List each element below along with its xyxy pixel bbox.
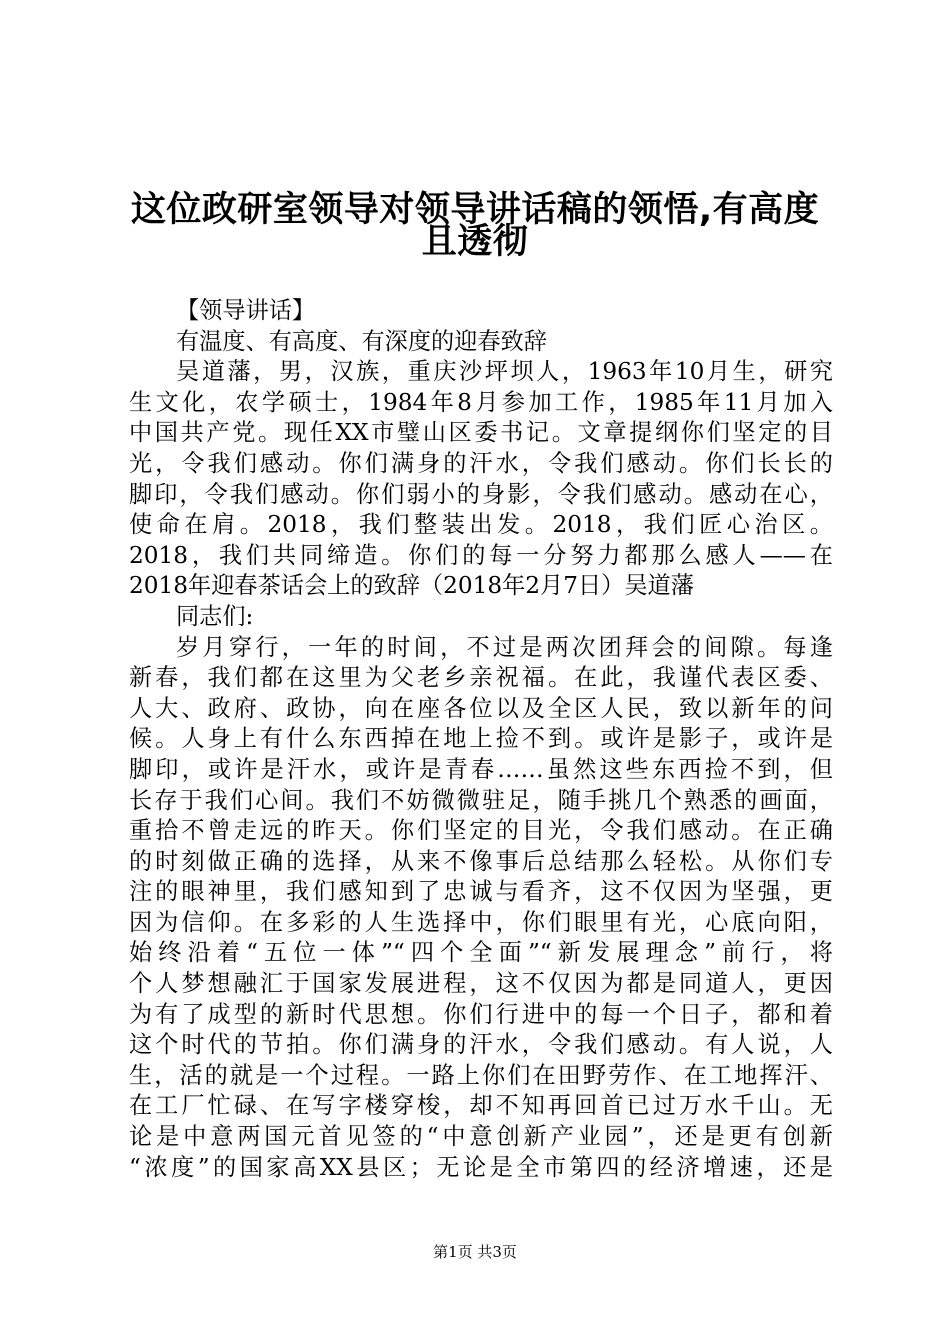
speech-line: 注的眼神里，我们感知到了忠诚与看齐，这不仅因为坚强，更 <box>129 878 833 906</box>
speech-line: 在工厂忙碌、在写字楼穿梭，却不知再回首已过万水千山。无 <box>129 1092 833 1120</box>
speech-line: 脚印，或许是汗水，或许是青春……虽然这些东西捡不到，但 <box>129 755 833 783</box>
speech-line: 生，活的就是一个过程。一路上你们在田野劳作、在工地挥汗、 <box>129 1061 833 1089</box>
section-tag: 【领导讲话】 <box>176 297 316 324</box>
author-bio-line: 光，令我们感动。你们满身的汗水，令我们感动。你们长长的 <box>129 449 833 477</box>
speech-line: 新春，我们都在这里为父老乡亲祝福。在此，我谨代表区委、 <box>129 664 833 692</box>
document-title-line-2: 且透彻 <box>421 222 529 262</box>
speech-line: 论是中意两国元首见签的“中意创新产业园”，还是更有创新 <box>129 1123 833 1151</box>
speech-line: 人大、政府、政协，向在座各位以及全区人民，致以新年的问 <box>129 694 833 722</box>
author-bio-line: 2018，我们共同缔造。你们的每一分努力都那么感人——在 <box>129 541 833 569</box>
author-bio-line: 吴道藩，男，汉族，重庆沙坪坝人，1963年10月生，研究 <box>176 358 833 386</box>
speech-line: 长存于我们心间。我们不妨微微驻足，随手挑几个熟悉的画面， <box>129 786 833 814</box>
author-bio-line: 生文化，农学硕士，1984年8月参加工作，1985年11月加入 <box>129 388 833 416</box>
speech-line: 重拾不曾走远的昨天。你们坚定的目光，令我们感动。在正确 <box>129 817 833 845</box>
speech-line: 岁月穿行，一年的时间，不过是两次团拜会的间隙。每逢 <box>176 633 833 661</box>
speech-line: 始终沿着“五位一体”“四个全面”“新发展理念”前行，将 <box>129 939 833 967</box>
author-bio-line: 脚印，令我们感动。你们弱小的身影，令我们感动。感动在心， <box>129 480 833 508</box>
page-footer: 第1页 共3页 <box>433 1243 517 1261</box>
speech-line: 这个时代的节拍。你们满身的汗水，令我们感动。有人说，人 <box>129 1031 833 1059</box>
author-bio-line: 使命在肩。2018，我们整装出发。2018，我们匠心治区。 <box>129 511 833 539</box>
speech-line: 的时刻做正确的选择，从来不像事后总结那么轻松。从你们专 <box>129 847 833 875</box>
author-bio-line: 中国共产党。现任XX市璧山区委书记。文章提纲你们坚定的目 <box>129 419 833 447</box>
speech-line: 候。人身上有什么东西掉在地上捡不到。或许是影子，或许是 <box>129 725 833 753</box>
document-body <box>129 296 833 1183</box>
speech-line: 因为信仰。在多彩的人生选择中，你们眼里有光，心底向阳， <box>129 908 833 936</box>
article-subtitle: 有温度、有高度、有深度的迎春致辞 <box>176 327 547 355</box>
speech-line: 个人梦想融汇于国家发展进程，这不仅因为都是同道人，更因 <box>129 970 833 998</box>
salutation: 同志们: <box>176 602 254 630</box>
author-bio-line: 2018年迎春茶话会上的致辞（2018年2月7日）吴道藩 <box>129 572 694 600</box>
speech-line: “浓度”的国家高XX县区；无论是全市第四的经济增速，还是 <box>129 1153 833 1181</box>
document-title-line-1: 这位政研室领导对领导讲话稿的领悟,有高度 <box>130 190 820 230</box>
speech-line: 为有了成型的新时代思想。你们行进中的每一个日子，都和着 <box>129 1000 833 1028</box>
